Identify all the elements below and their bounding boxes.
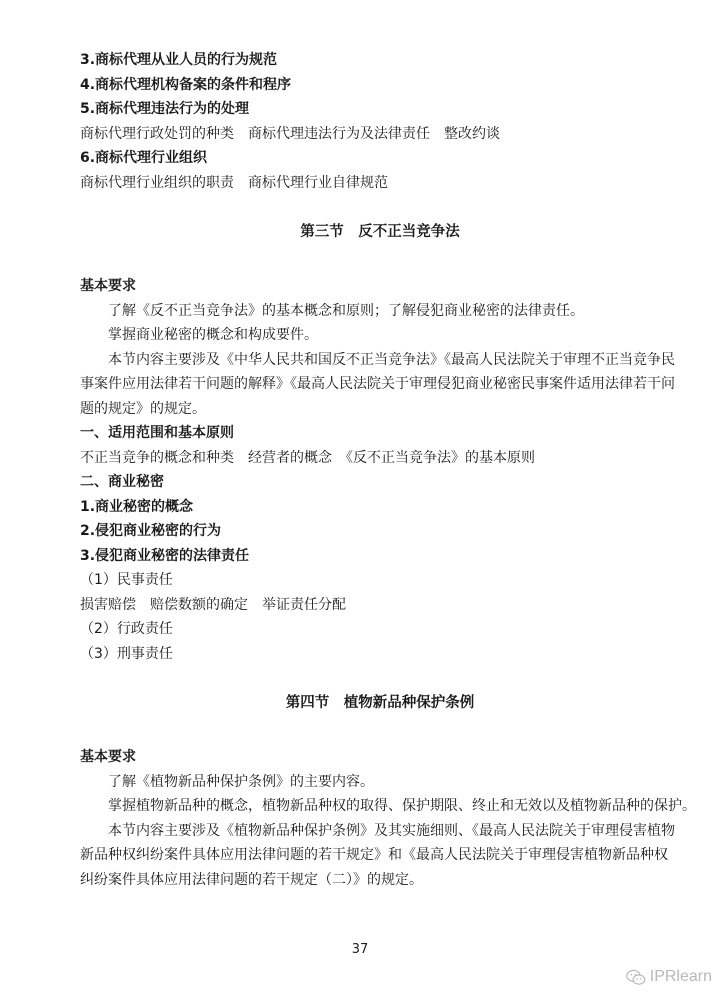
section-3-para-2: 掌握商业秘密的概念和构成要件。 [108,327,318,343]
section-3-requirements-heading: 基本要求 [80,278,136,294]
section-3-heading-1: 一、适用范围和基本原则 [80,425,234,441]
list-item-3: 3.商标代理从业人员的行为规范 [80,52,278,68]
section-3-title: 第三节 反不正当竞争法 [300,224,460,240]
section-3-heading-1-topics: 不正当竞争的概念和种类 经营者的概念 《反不正当竞争法》的基本原则 [80,449,535,466]
list-item-5-topics: 商标代理行政处罚的种类 商标代理违法行为及法律责任 整改约谈 [80,125,500,142]
list-item-5: 5.商标代理违法行为的处理 [80,101,250,117]
watermark-text: IPRlearn [649,968,712,985]
list-item-4: 4.商标代理机构备案的条件和程序 [80,76,292,93]
section-3-para-3: 本节内容主要涉及《中华人民共和国反不正当竞争法》《最高人民法院关于审理不正当竞争民事案件应用法律若干问题的解释》《最高人民法院关于审理侵犯商业秘密民事案件适用法律若干问题的规定》的规定。 [80,351,675,417]
section-4-requirements-heading: 基本要求 [80,749,136,765]
list-item-6-topics: 商标代理行业组织的职责 商标代理行业自律规范 [80,174,388,191]
wechat-icon [626,969,646,986]
section-3-para-1: 了解《反不正当竞争法》的基本概念和原则；了解侵犯商业秘密的法律责任。 [108,302,584,319]
section-3-sub-3: 3.侵犯商业秘密的法律责任 [80,547,250,564]
section-4-para-2: 掌握植物新品种的概念，植物新品种权的取得、保护期限、终止和无效以及植物新品种的保护。 [108,798,696,814]
watermark [626,968,712,986]
document-page [80,48,696,892]
section-3-sub-1: 1.商业秘密的概念 [80,498,194,515]
section-4-para-3: 本节内容主要涉及《植物新品种保护条例》及其实施细则、《最高人民法院关于审理侵害植物新品种权纠纷案件具体应用法律问题的若干规定》和《最高人民法院关于审理侵害植物新品种权纠纷案件具体应用法律问题的若干规定（二）》的规定。 [80,822,675,888]
section-3-heading-2: 二、商业秘密 [80,474,164,490]
section-3-civil-liability-topics: 损害赔偿 赔偿数额的确定 举证责任分配 [80,596,346,613]
section-3-sub-2: 2.侵犯商业秘密的行为 [80,523,222,539]
page-number: 37 [351,942,369,957]
section-3-civil-liability: （1）民事责任 [80,572,173,588]
section-4-title: 第四节 植物新品种保护条例 [285,695,475,711]
list-item-6: 6.商标代理行业组织 [80,150,208,166]
section-3-admin-liability: （2）行政责任 [80,621,173,637]
section-3-criminal-liability: （3）刑事责任 [80,645,173,662]
section-4-para-1: 了解《植物新品种保护条例》的主要内容。 [108,773,374,790]
